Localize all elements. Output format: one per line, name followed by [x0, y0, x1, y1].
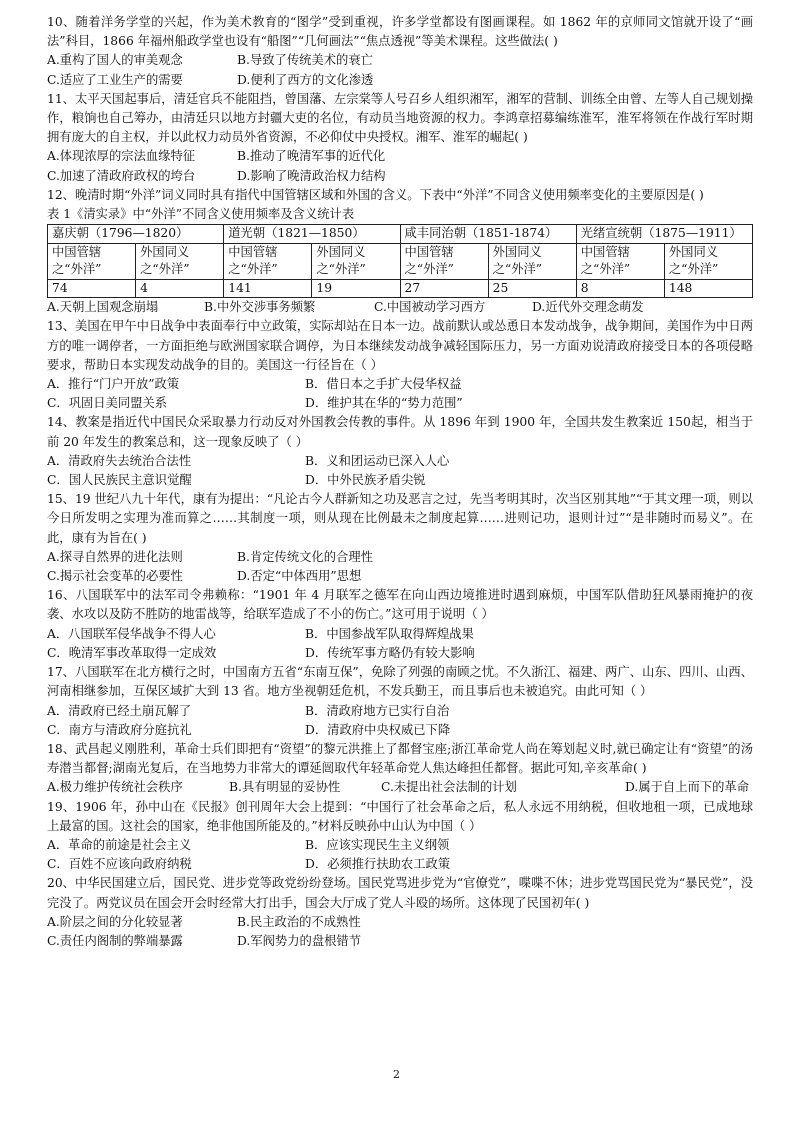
option-b: B．借日本之手扩大侵华权益 — [305, 377, 462, 392]
option-a: A.阶层之间的分化较显著 — [47, 914, 183, 929]
option-c: C.揭示社会变革的必要性 — [47, 569, 183, 584]
question-16 — [47, 586, 753, 663]
option-a: A.重构了国人的审美观念 — [47, 53, 183, 68]
question-stem: 16、八国联军中的法军司令弗赖称：“1901 年 4 月联军之德军在向山西边境推进时遇到麻烦，中国军队借助狂风暴雨掩护的夜袭、水攻以及防不胜防的地雷战等，给联军造成了不小的伤亡。”这可用于说明（ ） — [47, 588, 753, 622]
option-a: A．八国联军侵华战争不得人心 — [47, 626, 216, 641]
table-cell: 148 — [664, 279, 752, 298]
option-d: D．维护其在华的“势力范围” — [305, 396, 463, 411]
table-cell: 27 — [400, 279, 488, 298]
option-b: B．中国参战军队取得辉煌战果 — [305, 626, 474, 641]
option-d: D.否定“中体西用”思想 — [237, 569, 362, 584]
option-a: A.天朝上国观念崩塌 — [47, 300, 159, 315]
question-13 — [47, 317, 753, 413]
table-subheader-cell: 外国同义之“外洋” — [312, 243, 400, 279]
option-c: C．南方与清政府分庭抗礼 — [47, 722, 192, 737]
table-header-cell: 光绪宣统朝（1875—1911） — [576, 225, 752, 244]
option-c: C．国人民族民主意识觉醒 — [47, 473, 192, 488]
table-subheader-cell: 中国管辖之“外洋” — [224, 243, 312, 279]
option-a: A．清政府失去统治合法性 — [47, 453, 192, 468]
option-d: D．中外民族矛盾尖锐 — [305, 473, 426, 488]
question-stem: 11、太平天国起事后，清廷官兵不能阻挡，曾国藩、左宗棠等人号召乡人组织湘军，湘军的营制、训练全由曾、左等人自己规划操作，粮饷也自己筹办，由清廷只以地方封疆大吏的名位，有动员当地资源的权力。李鸿章招募编练淮军，淮军将领在作战行军时期拥有庞大的自主权，并以此权力动员外省资源，不必仰仗中央授权。湘军、淮军的崛起( ) — [47, 91, 753, 145]
table-subheader-cell: 外国同义之“外洋” — [136, 243, 224, 279]
option-c: C.加速了清政府政权的垮台 — [47, 168, 196, 183]
option-d: D.属于自上而下的革命 — [625, 780, 750, 795]
table-caption: 表 1《清实录》中“外洋”不同含义使用频率及含义统计表 — [47, 207, 355, 222]
option-b: B.肯定传统文化的合理性 — [237, 549, 373, 564]
table-subheader-cell: 外国同义之“外洋” — [488, 243, 576, 279]
table-header-row — [48, 225, 753, 244]
question-stem: 19、1906 年，孙中山在《民报》创刊周年大会上提到：“中国行了社会革命之后，私人永远不用纳税，但收地租一项，已成地球上最富的国。这社会的国家，绝非他国所能及的。”材料反映孙中山认为中国（ ） — [47, 799, 753, 833]
option-a: A．清政府已经土崩瓦解了 — [47, 703, 192, 718]
question-19 — [47, 798, 753, 875]
table-cell: 19 — [312, 279, 400, 298]
question-10 — [47, 13, 753, 90]
table-cell: 74 — [48, 279, 136, 298]
option-d: D．清政府中央权威已下降 — [305, 722, 451, 737]
option-b: B.具有明显的妥协性 — [229, 780, 341, 795]
option-a: A.体现浓厚的宗法血缘特征 — [47, 149, 196, 164]
option-d: D．传统军事方略仍有较大影响 — [305, 645, 475, 660]
question-15 — [47, 490, 753, 586]
table-header-cell: 嘉庆朝（1796—1820） — [48, 225, 224, 244]
question-stem: 12、晚清时期“外洋”词义同时具有指代中国管辖区域和外国的含义。下表中“外洋”不同含义使用频率变化的主要原因是( ) — [47, 187, 704, 202]
table-subheader-cell: 中国管辖之“外洋” — [576, 243, 664, 279]
question-stem: 20、中华民国建立后，国民党、进步党等政党纷纷登场。国民党骂进步党为“官僚党”，喋喋不休；进步党骂国民党为“暴民党”，没完没了。两党议员在国会开会时经常大打出手，国会大厅成了党人斗殴的场所。这体现了民国初年( ) — [47, 876, 753, 910]
table-cell: 141 — [224, 279, 312, 298]
exam-page — [47, 13, 753, 951]
question-20 — [47, 874, 753, 951]
option-b: B．应该实现民生主义纲领 — [305, 837, 450, 852]
table-subheader-cell: 中国管辖之“外洋” — [48, 243, 136, 279]
question-17 — [47, 663, 753, 740]
option-a: A.探寻自然界的进化法则 — [47, 549, 183, 564]
option-c: C．晚清军事改革取得一定成效 — [47, 645, 217, 660]
option-d: D.近代外交理念萌发 — [532, 300, 644, 315]
question-stem: 10、随着洋务学堂的兴起，作为美术教育的“图学”受到重视，许多学堂都设有图画课程。如 1862 年的京师同文馆就开设了“画法”科目，1866 年福州船政学堂也设有“船图”“几何画法”“焦点透视”等美术课程。这些做法( ) — [47, 15, 753, 49]
table-subheader-cell: 中国管辖之“外洋” — [400, 243, 488, 279]
question-stem: 18、武昌起义刚胜利，革命士兵们即把有“资望”的黎元洪推上了都督宝座;浙江革命党人尚在筹划起义时,就已确定让有“资望”的汤寿潜当都督;湖南光复后，在当地势力非常大的谭延闿取代年轻革命党人焦达峰担任都督。据此可知,辛亥革命( ) — [47, 741, 753, 776]
table-cell: 4 — [136, 279, 224, 298]
option-b: B.导致了传统美术的衰亡 — [237, 53, 373, 68]
question-stem: 14、教案是指近代中国民众采取暴力行动反对外国教会传教的事件。从 1896 年到 1900 年，全国共发生教案近 150起，相当于前 20 年发生的教案总和，这一现象反映了（ ） — [47, 415, 753, 449]
question-12 — [47, 186, 753, 318]
option-d: D．必须推行扶助农工政策 — [305, 857, 451, 872]
option-c: C.责任内阁制的弊端暴露 — [47, 933, 183, 948]
table-cell: 25 — [488, 279, 576, 298]
option-c: C.未提出社会法制的计划 — [381, 780, 517, 795]
option-d: D.军阀势力的盘根错节 — [237, 933, 362, 948]
question-stem: 15、19 世纪八九十年代，康有为提出：“凡论古今人群新知之功及恶言之过，先当考明其时，次当区别其地”“于其文理一项，则以今日所发明之实理为准而算之……其制度一项，则从现在比例最未之制度起算……进则记功，退则计过”“是非随时而易义”。在此，康有为旨在( ) — [47, 492, 753, 545]
option-d: D.影响了晚清政治权力结构 — [237, 168, 386, 183]
option-c: C．百姓不应该向政府纳税 — [47, 857, 192, 872]
table-header-cell: 咸丰同治朝（1851-1874） — [400, 225, 576, 244]
option-d: D.便利了西方的文化渗透 — [237, 72, 374, 87]
table-row — [48, 279, 753, 298]
question-stem: 17、八国联军在北方横行之时，中国南方五省“东南互保”，免除了列强的南顾之忧。不久浙江、福建、两广、山东、四川、山西、河南相继参加，互保区域扩大到 13 省。地方坐视朝廷危机，不发兵勤王，而且事后也未被追究。由此可知（ ） — [47, 665, 753, 699]
option-c: C．巩固日美同盟关系 — [47, 396, 168, 411]
table-subheader-row — [48, 243, 753, 279]
table-cell: 8 — [576, 279, 664, 298]
question-18 — [47, 740, 753, 798]
option-b: B.民主政治的不成熟性 — [237, 914, 361, 929]
question-stem: 13、美国在甲午中日战争中表面奉行中立政策，实际却站在日本一边。战前默认或怂恿日本发动战争，战争期间，美国作为中日两方的唯一调停者，一方面拒绝与欧洲国家联合调停，为日本继续发动战争减轻国际压力，另一方面劝说清政府接受日本的各项侵略要求，帮助日本实现发动战争的目的。美国这一行径旨在（ ） — [47, 319, 753, 372]
table-header-cell: 道光朝（1821—1850） — [224, 225, 400, 244]
option-b: B．清政府地方已实行自治 — [305, 703, 450, 718]
frequency-table — [47, 224, 753, 298]
option-b: B.推动了晚清军事的近代化 — [237, 149, 386, 164]
option-a: A．推行“门户开放”政策 — [47, 377, 180, 392]
page-number: 2 — [393, 1068, 400, 1081]
question-14 — [47, 413, 753, 490]
option-a: A.极力维护传统社会秩序 — [47, 780, 183, 795]
option-b: B．义和团运动已深入人心 — [305, 453, 450, 468]
option-c: C.中国被动学习西方 — [374, 300, 486, 315]
option-c: C.适应了工业生产的需要 — [47, 72, 183, 87]
question-11 — [47, 90, 753, 186]
table-subheader-cell: 外国同义之“外洋” — [664, 243, 752, 279]
option-a: A．革命的前途是社会主义 — [47, 837, 192, 852]
option-b: B.中外交涉事务频繁 — [204, 300, 316, 315]
